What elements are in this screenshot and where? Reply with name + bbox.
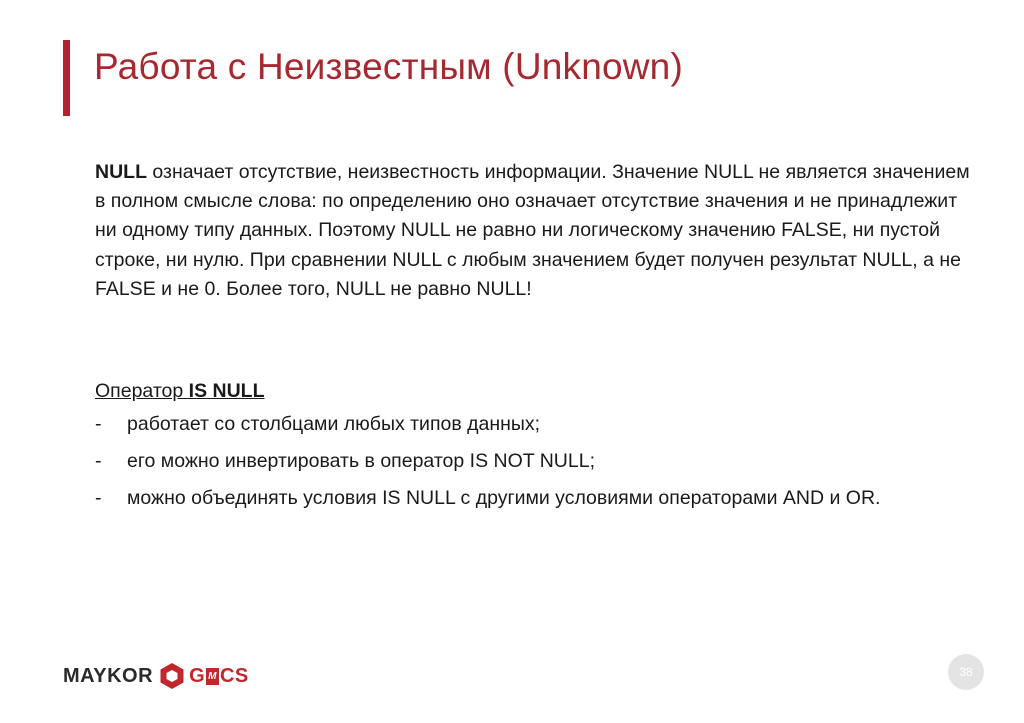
- operator-heading: [95, 377, 265, 406]
- page-number-badge: 38: [948, 654, 984, 690]
- bullet-dash: -: [95, 450, 102, 472]
- slide-title: Работа с Неизвестным (Unknown): [94, 46, 683, 87]
- null-keyword: NULL: [95, 161, 147, 183]
- logo-cs-letters: CS: [219, 664, 249, 687]
- bullet-dash: -: [95, 413, 102, 435]
- logo-gmcs: [189, 665, 249, 688]
- maykor-gmcs-logo: [63, 660, 249, 692]
- operator-heading-keyword: IS NULL: [188, 380, 265, 402]
- logo-m-box: M: [206, 668, 219, 685]
- list-item: [95, 484, 975, 513]
- operator-heading-prefix: Оператор: [95, 380, 189, 402]
- logo-g-letter: G: [189, 664, 206, 687]
- paragraph-text: означает отсутствие, неизвестность информации. Значение NULL не является значением в полном смысле слова: по определению оно означает отсутствие значения и не принадлежит ни одному типу данных. Поэтому NULL не равно ни логическому значению FALSE, ни пустой строке, ни нулю. При сравнении NULL с любым значением будет получен результат NULL, а не FALSE и не 0. Более того, NULL не равно NULL!: [95, 161, 970, 300]
- list-item-text: можно объединять условия IS NULL с другими условиями операторами AND и OR.: [127, 487, 881, 509]
- logo-maykor-text: MAYKOR: [63, 664, 154, 687]
- list-item-text: его можно инвертировать в оператор IS NOT NULL;: [127, 450, 595, 472]
- list-item-text: работает со столбцами любых типов данных;: [127, 413, 541, 435]
- bullet-dash: -: [95, 487, 102, 509]
- hexagon-logo-icon: [159, 662, 185, 690]
- list-item: [95, 447, 975, 476]
- list-item: [95, 410, 975, 439]
- operator-bullet-list: [95, 410, 975, 521]
- body-paragraph: [95, 158, 975, 304]
- title-accent-bar: [63, 40, 70, 116]
